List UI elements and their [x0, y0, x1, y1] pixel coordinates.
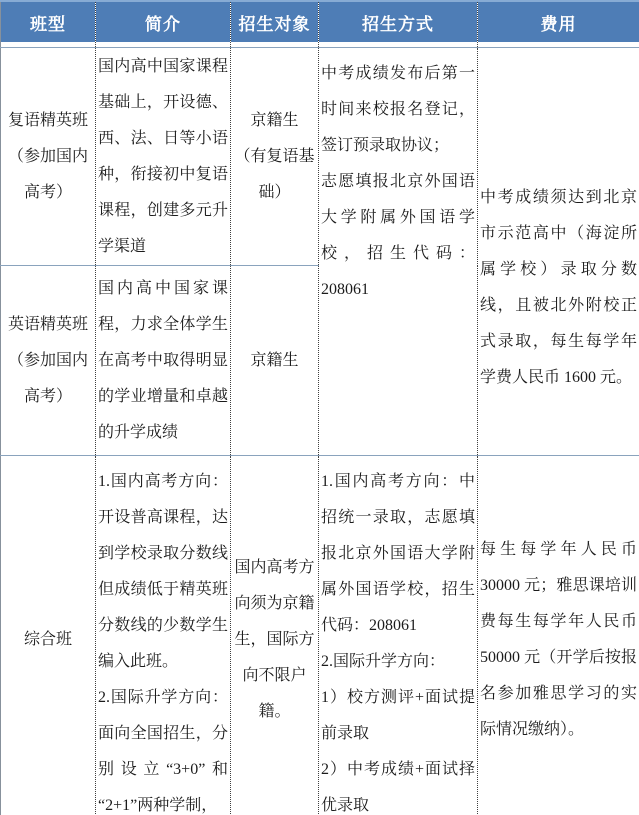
- fuyu-target-note: （有复语基础）: [234, 147, 315, 201]
- header-cell-target: [231, 1, 319, 48]
- cell-yingyu-target: [231, 266, 319, 456]
- row-zonghe: [1, 456, 639, 815]
- zonghe-method-paragraph-2: 2.国际升学方向：: [321, 653, 446, 670]
- header-label-intro: 简介: [96, 2, 230, 42]
- cell-yingyu-type: [1, 266, 96, 456]
- fuyu-intro-text: 国内高中国家课程基础上，开设德、西、法、日等小语种，衔接初中复语课程，创建多元升学渠道: [98, 57, 228, 255]
- zonghe-method-paragraph-1: 1.国内高考方向：中招统一录取，志愿填报北京外国语大学附属外国语学校，招生代码：208061: [321, 473, 475, 634]
- elite-method-paragraph-1: 中考成绩发布后第一时间来校报名登记，签订预录取协议；: [321, 65, 475, 154]
- header-row: [1, 1, 639, 48]
- elite-method-paragraph-2: 志愿填报北京外国语大学附属外国语学校，招生代码：208061: [321, 173, 475, 298]
- zonghe-fee-text: 每生每学年人民币 30000 元；雅思课培训费每生每学年人民币 50000 元（开学后按报名参加雅思学习的实际情况缴纳）。: [480, 541, 637, 738]
- yingyu-type-note: （参加国内高考）: [7, 351, 88, 405]
- cell-elite-fee-merged: [478, 48, 639, 456]
- cell-zonghe-method: [319, 456, 478, 815]
- cell-fuyu-target: [231, 48, 319, 266]
- cell-zonghe-target: [231, 456, 319, 815]
- zonghe-target-text: 国内高考方向须为京籍生，国际方向不限户籍。: [234, 559, 315, 720]
- yingyu-intro-text: 国内高中国家课程，力求全体学生在高考中取得明显的学业增量和卓越的升学成绩: [98, 279, 228, 441]
- cell-elite-method-merged: [319, 48, 478, 456]
- header-cell-method: [319, 1, 478, 48]
- zonghe-intro-paragraph-1: 1.国内高考方向：开设普高课程，达到学校录取分数线但成绩低于精英班分数线的少数学生编入此班。: [98, 473, 228, 670]
- yingyu-type-name: 英语精英班: [7, 315, 88, 333]
- fuyu-target-main: 京籍生: [250, 111, 299, 129]
- header-label-fee: 费用: [478, 2, 639, 42]
- header-cell-class-type: [1, 1, 96, 48]
- header-cell-fee: [478, 1, 639, 48]
- zonghe-type-name: 综合班: [23, 631, 72, 648]
- row-fuyu-elite: [1, 48, 639, 266]
- cell-zonghe-intro: [96, 456, 231, 815]
- elite-fee-text: 中考成绩须达到北京市示范高中（海淀所属学校）录取分数线，且被北外附校正式录取，每生每学年学费人民币 1600 元。: [480, 188, 637, 386]
- zonghe-method-paragraph-3: 1）校方测评+面试提前录取: [321, 689, 475, 742]
- cell-fuyu-intro: [96, 48, 231, 266]
- cell-zonghe-type: [1, 456, 96, 815]
- header-label-target: 招生对象: [231, 2, 318, 42]
- cell-zonghe-fee: [478, 456, 639, 815]
- zonghe-method-paragraph-4: 2）中考成绩+面试择优录取: [321, 761, 475, 814]
- header-label-method: 招生方式: [319, 2, 477, 42]
- cell-yingyu-intro: [96, 266, 231, 456]
- header-cell-intro: [96, 1, 231, 48]
- header-label-class-type: 班型: [1, 2, 95, 42]
- fuyu-type-note: （参加国内高考）: [7, 147, 88, 201]
- fuyu-type-name: 复语精英班: [7, 111, 88, 129]
- zonghe-intro-paragraph-2: 2.国际升学方向：面向全国招生，分别设立“3+0”和“2+1”两种学制，: [98, 689, 228, 814]
- cell-fuyu-type: [1, 48, 96, 266]
- yingyu-target-main: 京籍生: [250, 351, 299, 369]
